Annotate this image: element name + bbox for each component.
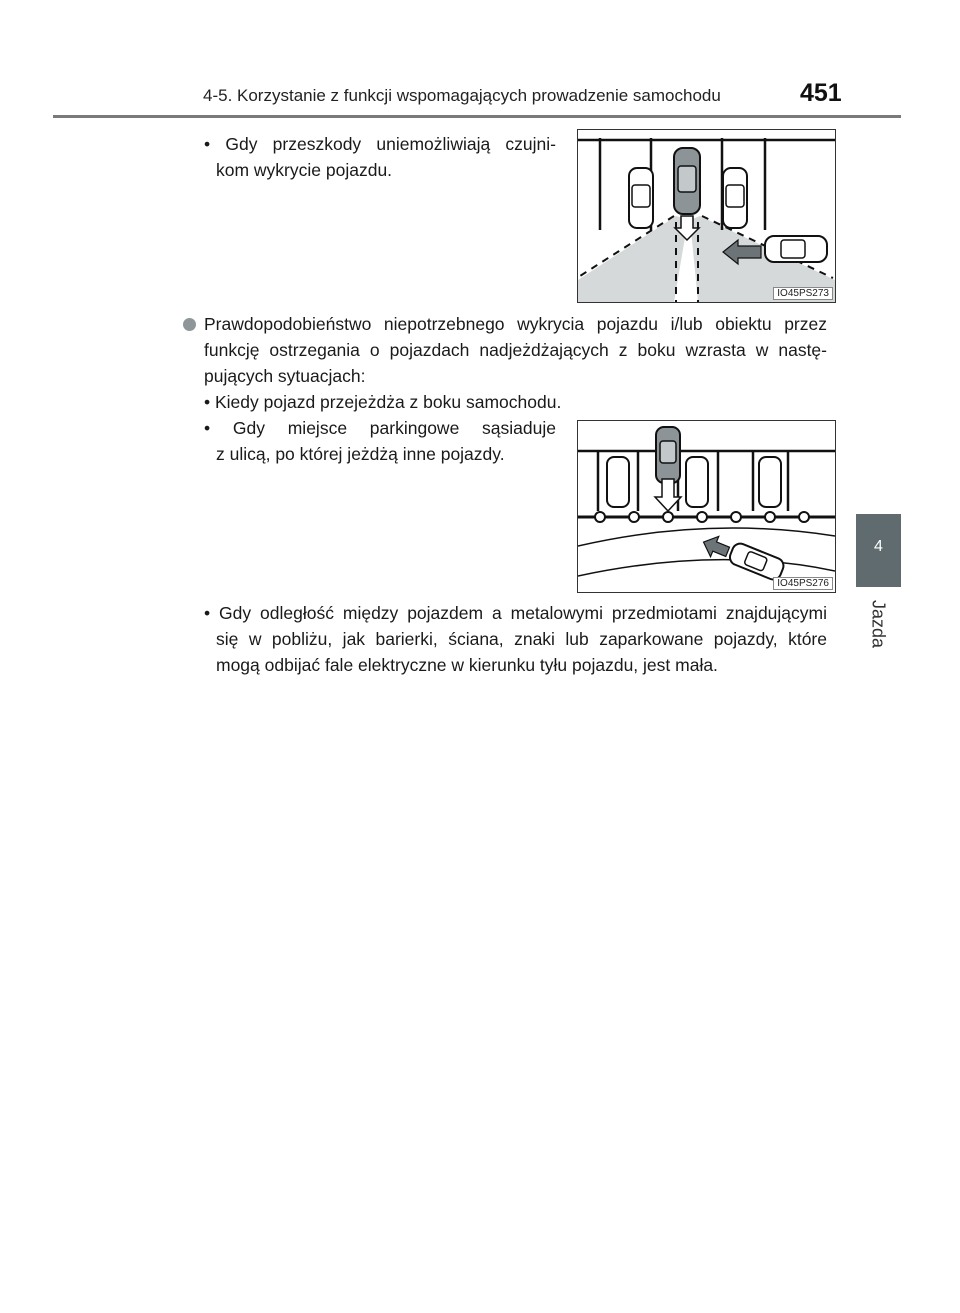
header-divider [53, 115, 901, 118]
own-car [674, 148, 700, 214]
parked-car-right [723, 168, 747, 228]
para-line3: pujących sytuacjach: [204, 366, 366, 386]
section-title: 4-5. Korzystanie z funkcji wspomagających prowadzenie samochodu [203, 86, 721, 105]
bullet-dot-icon [183, 318, 196, 331]
para-line2: funkcję ostrzegania o pojazdach nadjeżdżających z boku wzrasta w nastę- [204, 340, 827, 360]
item2: • Kiedy pojazd przejeżdża z boku samochodu. [204, 392, 562, 412]
left-sensor-zone [578, 216, 688, 302]
figure-parking-obstruction [577, 129, 836, 303]
item4-line1: • Gdy odległość między pojazdem a metalowymi przedmiotami znajdującymi [204, 603, 827, 623]
item3-line1: • Gdy miejsce parkingowe sąsiaduje [204, 418, 556, 438]
item1-line1: • Gdy przeszkody uniemożliwiają czujni- [204, 134, 556, 154]
figure-code: IO45PS276 [773, 577, 833, 590]
chapter-label: Jazda [868, 599, 889, 649]
item4-line3: mogą odbijać fale elektryczne w kierunku tyłu pojazdu, jest mała. [216, 655, 718, 675]
page-number: 451 [800, 79, 842, 107]
approach-arrow [699, 532, 731, 562]
parked-car-left [629, 168, 653, 228]
para-line1: Prawdopodobieństwo niepotrzebnego wykrycia pojazdu i/lub obiektu przez [204, 314, 827, 334]
figure-code: IO45PS273 [773, 287, 833, 300]
figure-parking-near-street [577, 420, 836, 593]
parking-space-lines [578, 138, 835, 230]
item3-line2: z ulicą, po której jeżdżą inne pojazdy. [216, 444, 505, 464]
approaching-car [765, 236, 827, 262]
item1-line2: kom wykrycie pojazdu. [216, 160, 393, 180]
own-car [656, 427, 680, 483]
moving-car [728, 541, 786, 582]
parking-near-street-illustration [578, 421, 835, 592]
parking-obstruction-illustration [578, 130, 835, 302]
chapter-tab [856, 514, 901, 587]
road-edge-lower [578, 560, 835, 576]
parked-cars [607, 457, 781, 507]
item4-line2: się w pobliżu, jak barierki, ściana, znaki lub zaparkowane pojazdy, które [216, 629, 827, 649]
chapter-tab-number: 4 [874, 538, 883, 555]
